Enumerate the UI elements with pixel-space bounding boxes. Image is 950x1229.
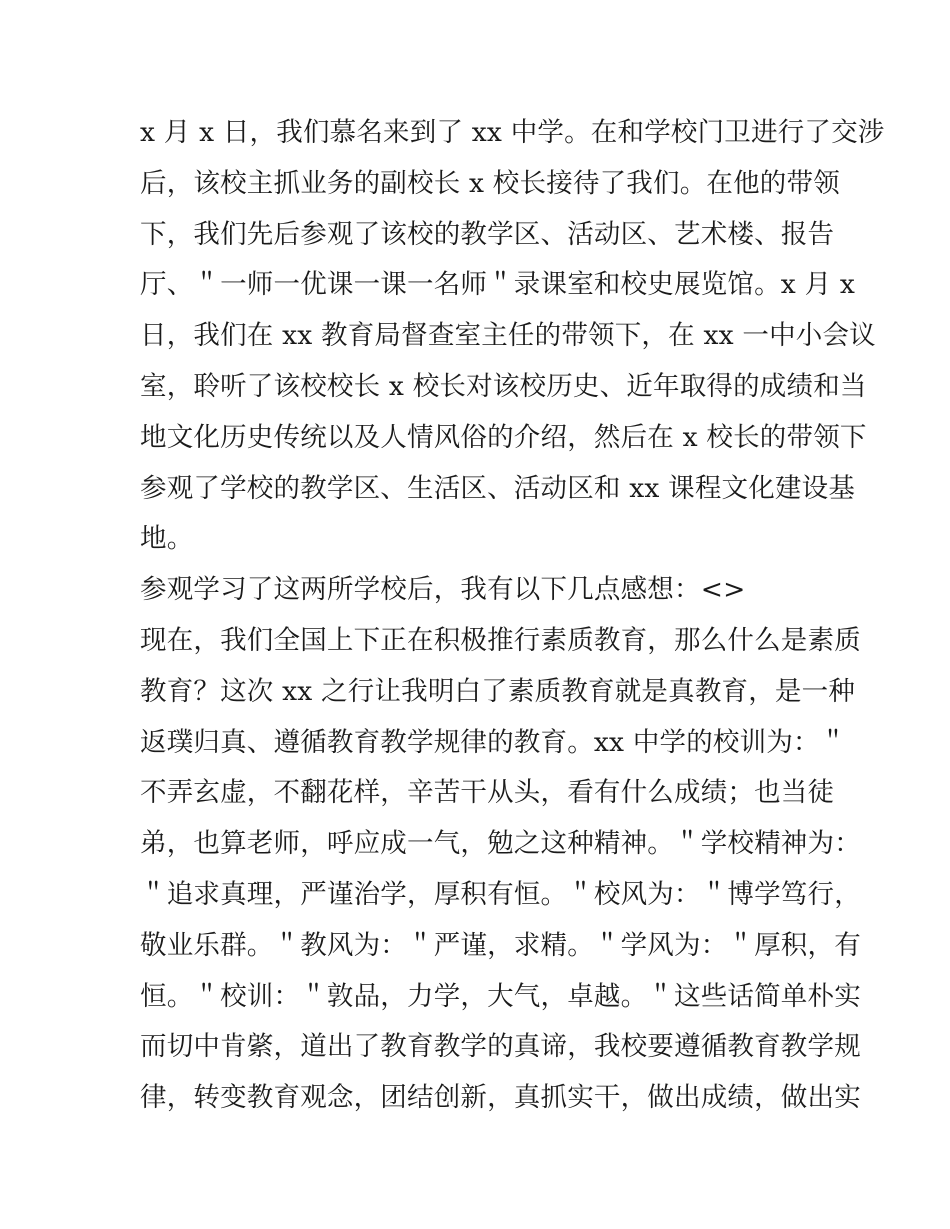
body-text <box>140 108 885 1124</box>
text-line: 现在，我们全国上下正在积极推行素质教育，那么什么是素质 <box>140 624 861 656</box>
text-line: 地文化历史传统以及人情风俗的介绍，然后在 x 校长的带领下 <box>140 421 867 453</box>
text-line: 敬业乐群。＂教风为：＂严谨，求精。＂学风为：＂厚积，有 <box>140 929 861 961</box>
text-line: 下，我们先后参观了该校的教学区、活动区、艺术楼、报告 <box>140 218 835 250</box>
text-line: x 月 x 日，我们慕名来到了 xx 中学。在和学校门卫进行了交涉 <box>140 117 885 148</box>
text-line: 厅、＂一师一优课一课一名师＂录课室和校史展览馆。x 月 x <box>140 269 856 301</box>
text-line: 而切中肯綮，道出了教育教学的真谛，我校要遵循教育教学规 <box>140 1031 861 1063</box>
text-line: 参观了学校的教学区、生活区、活动区和 xx 课程文化建设基 <box>140 472 856 504</box>
text-line: 日，我们在 xx 教育局督查室主任的带领下，在 xx 一中小会议 <box>140 320 876 352</box>
text-line: 弟，也算老师，呼应成一气，勉之这种精神。＂学校精神为： <box>140 828 861 860</box>
text-line: 室，聆听了该校校长 x 校长对该校历史、近年取得的成绩和当 <box>140 370 867 402</box>
text-line: 恒。＂校训：＂敦品，力学，大气，卓越。＂这些话简单朴实 <box>140 980 861 1012</box>
text-line: 参观学习了这两所学校后，我有以下几点感想：<> <box>140 574 746 606</box>
text-line: ＂追求真理，严谨治学，厚积有恒。＂校风为：＂博学笃行， <box>140 878 861 910</box>
text-line: 教育？这次 xx 之行让我明白了素质教育就是真教育，是一种 <box>140 675 856 707</box>
text-line: 地。 <box>140 523 194 555</box>
text-line: 不弄玄虚，不翻花样，辛苦干从头，看有什么成绩；也当徒 <box>140 777 835 809</box>
text-line: 返璞归真、遵循教育教学规律的教育。xx 中学的校训为：＂ <box>140 726 847 758</box>
text-line: 后，该校主抓业务的副校长 x 校长接待了我们。在他的带领 <box>140 167 840 199</box>
text-line: 律，转变教育观念，团结创新，真抓实干，做出成绩，做出实 <box>140 1082 861 1114</box>
